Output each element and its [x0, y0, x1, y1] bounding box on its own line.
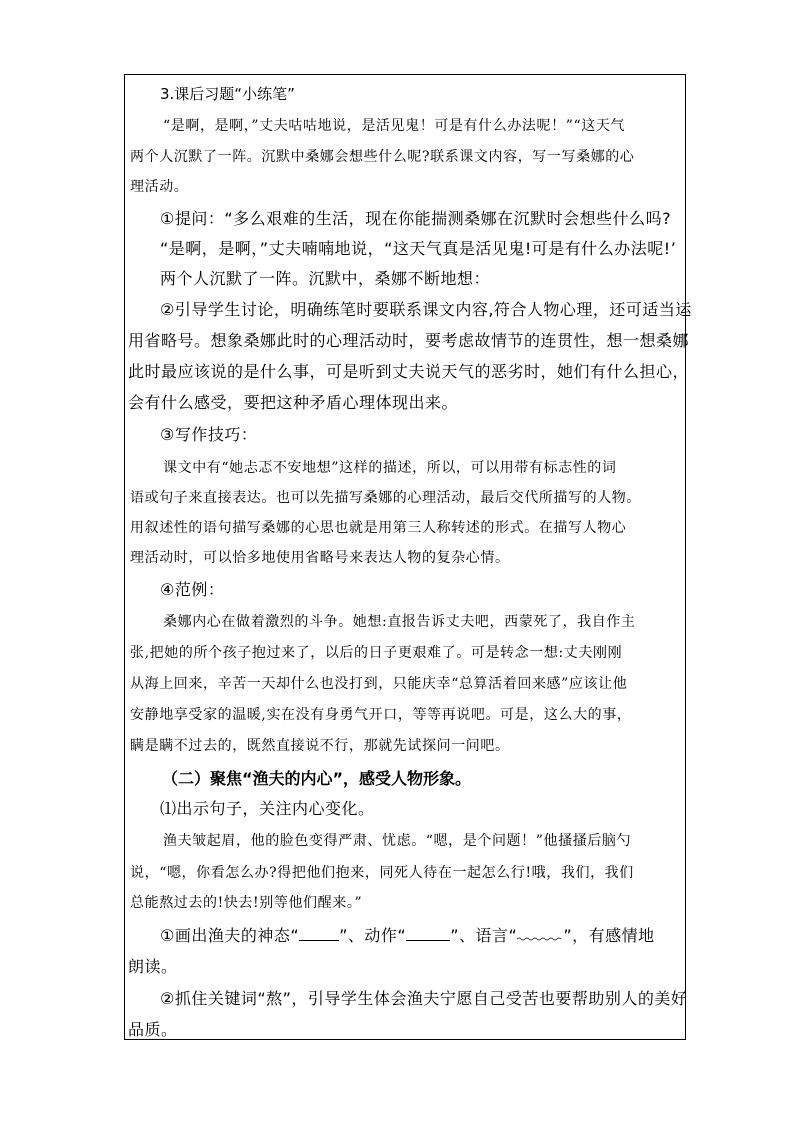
exercise-line: 理活动。 [130, 179, 189, 195]
quote-line: 两个人沉默了一阵。沉默中，桑娜不断地想： [160, 269, 491, 288]
task2-line: ②抓住关键词“熬”，引导学生体会渔夫宁愿自己受苦也要帮助别人的美好 [160, 989, 688, 1008]
task1-continuation: 朗读。 [128, 957, 178, 976]
expression-blank [299, 928, 339, 941]
section-title: 3.课后习题“小练笔” [160, 85, 295, 103]
task1-line [160, 928, 655, 944]
fisherman-quote-line: 总能熬过去的!快去!别等他们醒来。” [130, 895, 363, 911]
question-line: ①提问：“多么艰难的生活，现在你能揣测桑娜在沉默时会想些什么吗? [160, 209, 672, 228]
part2-heading: （二）聚焦“渔夫的内心”，感受人物形象。 [162, 769, 472, 788]
example-line: 安静地享受家的温暖,实在没有身勇气开口，等等再说吧。可是，这么大的事， [130, 707, 632, 723]
tips-line: 理活动时，可以恰多地使用省略号来表达人物的复杂心情。 [130, 550, 510, 566]
guide-line: 会有什么感受，要把这种矛盾心理体现出来。 [128, 393, 459, 412]
language-wavy-blank [517, 931, 563, 941]
tips-line: 语或句子来直接表达。也可以先描写桑娜的心理活动，最后交代所描写的人物。 [130, 490, 641, 506]
guide-line: 用省略号。想象桑娜此时的心理活动时，要考虑故情节的连贯性，想一想桑娜 [128, 331, 690, 350]
task1-mid2: ”、语言“ [450, 926, 518, 945]
exercise-line: “是啊，是啊，”丈夫咕咕地说，是活见鬼！可是有什么办法呢！”“这天气 [163, 118, 626, 134]
writing-tips-heading: ③写作技巧： [160, 425, 258, 444]
tips-line: 课文中有“她忐忑不安地想”这样的描述，所以，可以用带有标志性的词 [163, 460, 617, 476]
task1-suffix: ”，有感情地 [563, 926, 655, 945]
guide-line: ②引导学生讨论，明确练笔时要联系课文内容,符合人物心理，还可适当运 [160, 300, 692, 319]
fisherman-quote-line: 说，“嗯，你看怎么办?得把他们抱来，同死人待在一起怎么行!哦，我们，我们 [130, 865, 634, 881]
example-line: 张,把她的所个孩子抱过来了，以后的日子更艰难了。可是转念一想:丈夫刚刚 [130, 645, 623, 661]
example-line: 从海上回来，辛苦一天却什么也没打到，只能庆幸“总算活着回来感”应该让他 [130, 676, 628, 692]
tips-line: 用叙述性的语句描写桑娜的心思也就是用第三人称转述的形式。在描写人物心 [130, 520, 627, 536]
part2-step1: ⑴出示句子，关注内心变化。 [160, 799, 375, 818]
action-blank [406, 928, 450, 941]
quote-line: “是啊，是啊，”丈夫喃喃地说，“这天气真是活见鬼!可是有什么办法呢!’ [160, 239, 677, 258]
task1-prefix: ①画出渔夫的神态“ [160, 926, 300, 945]
task2-line: 品质。 [128, 1020, 178, 1039]
exercise-line: 两个人沉默了一阵。沉默中桑娜会想些什么呢?联系课文内容，写一写桑娜的心 [130, 149, 635, 165]
example-heading: ④范例： [160, 580, 225, 599]
example-line: 瞒是瞒不过去的，既然直接说不行，那就先试探问一问吧。 [130, 738, 510, 754]
fisherman-quote-line: 渔夫皱起眉，他的脸色变得严肃、忧虑。“嗯，是个问题！”他搔搔后脑勺 [163, 833, 632, 849]
example-line: 桑娜内心在做着激烈的斗争。她想:直报告诉丈夫吧，西蒙死了，我自作主 [163, 614, 636, 630]
task1-mid1: ”、动作“ [339, 926, 407, 945]
guide-line: 此时最应该说的是什么事，可是听到丈夫说天气的恶劣时，她们有什么担心， [128, 362, 690, 381]
